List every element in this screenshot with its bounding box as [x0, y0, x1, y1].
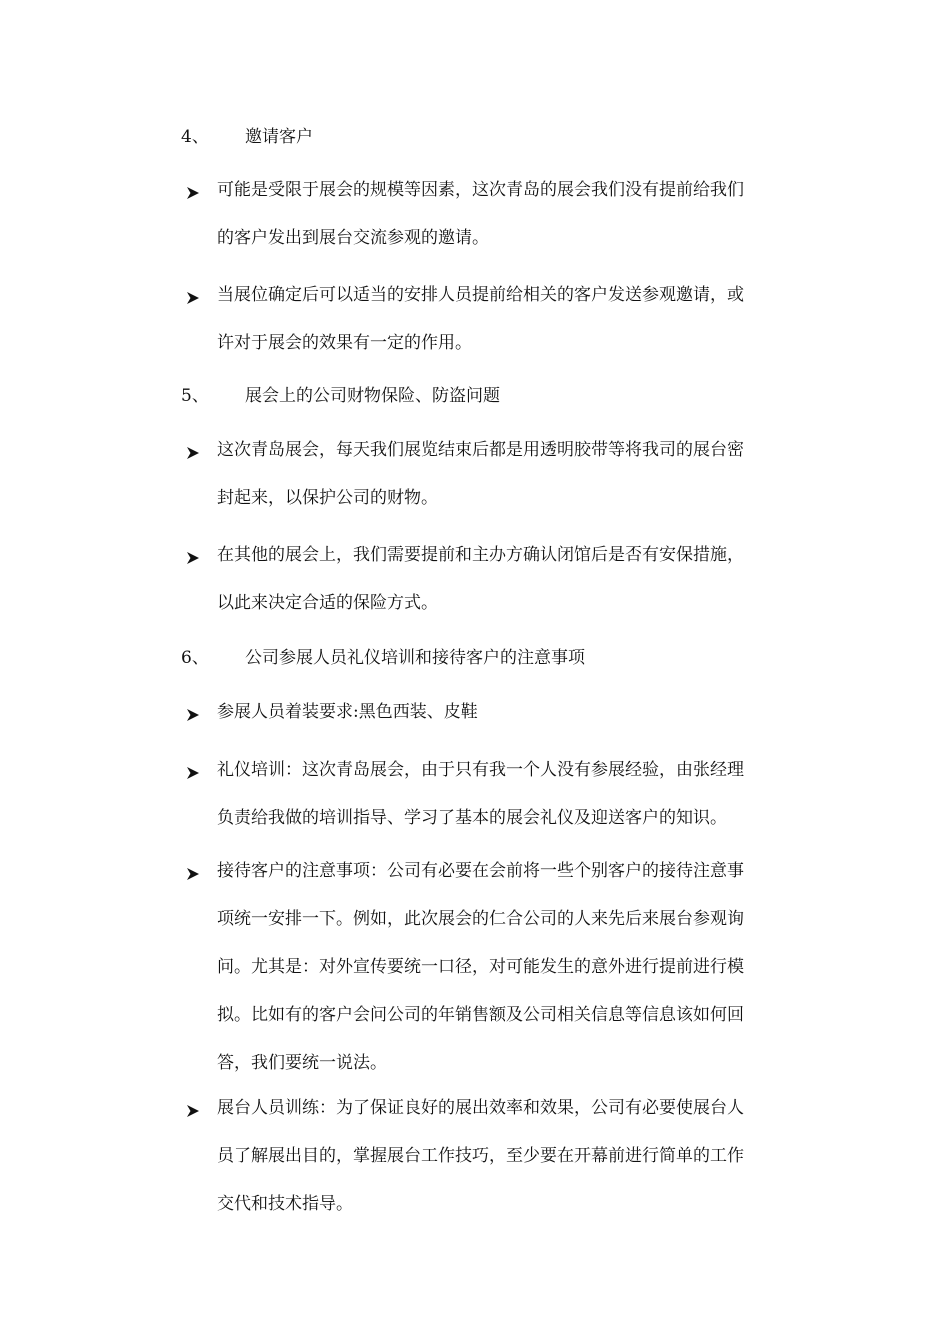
- bullet-line: 当展位确定后可以适当的安排人员提前给相关的客户发送参观邀请，或: [217, 285, 744, 305]
- bullet-line: 的客户发出到展台交流参观的邀请。: [217, 228, 489, 248]
- bullet-line: 封起来，以保护公司的财物。: [217, 488, 438, 508]
- bullet-line: 参展人员着装要求:黑色西装、皮鞋: [217, 702, 478, 722]
- section-number: 4、: [181, 127, 209, 147]
- bullet-line: 答，我们要统一说法。: [217, 1053, 387, 1073]
- section-number: 6、: [181, 648, 209, 668]
- arrow-bullet-icon: [186, 446, 200, 460]
- section-number: 5、: [181, 386, 209, 406]
- bullet-line: 可能是受限于展会的规模等因素，这次青岛的展会我们没有提前给我们: [217, 180, 744, 200]
- bullet-line: 问。尤其是：对外宣传要统一口径，对可能发生的意外进行提前进行模: [217, 957, 744, 977]
- bullet-line: 交代和技术指导。: [217, 1194, 353, 1214]
- section-title: 展会上的公司财物保险、防盗问题: [245, 386, 500, 406]
- bullet-line: 接待客户的注意事项：公司有必要在会前将一些个别客户的接待注意事: [217, 861, 744, 881]
- section-heading: [181, 646, 585, 670]
- bullet-line: 在其他的展会上，我们需要提前和主办方确认闭馆后是否有安保措施，: [217, 545, 744, 565]
- arrow-bullet-icon: [186, 551, 200, 565]
- bullet-line: 礼仪培训：这次青岛展会，由于只有我一个人没有参展经验，由张经理: [217, 760, 744, 780]
- bullet-line: 负责给我做的培训指导、学习了基本的展会礼仪及迎送客户的知识。: [217, 808, 727, 828]
- arrow-bullet-icon: [186, 1104, 200, 1118]
- section-heading: [181, 384, 500, 408]
- arrow-bullet-icon: [186, 291, 200, 305]
- bullet-line: 许对于展会的效果有一定的作用。: [217, 333, 472, 353]
- bullet-line: 这次青岛展会，每天我们展览结束后都是用透明胶带等将我司的展台密: [217, 440, 744, 460]
- arrow-bullet-icon: [186, 867, 200, 881]
- section-title: 邀请客户: [245, 127, 313, 147]
- bullet-line: 以此来决定合适的保险方式。: [217, 593, 438, 613]
- arrow-bullet-icon: [186, 708, 200, 722]
- section-title: 公司参展人员礼仪培训和接待客户的注意事项: [245, 648, 585, 668]
- arrow-bullet-icon: [186, 766, 200, 780]
- section-heading: [181, 125, 313, 149]
- bullet-line: 项统一安排一下。例如，此次展会的仁合公司的人来先后来展台参观询: [217, 909, 744, 929]
- arrow-bullet-icon: [186, 186, 200, 200]
- bullet-line: 员了解展出目的，掌握展台工作技巧，至少要在开幕前进行简单的工作: [217, 1146, 744, 1166]
- bullet-line: 展台人员训练：为了保证良好的展出效率和效果，公司有必要使展台人: [217, 1098, 744, 1118]
- bullet-line: 拟。比如有的客户会问公司的年销售额及公司相关信息等信息该如何回: [217, 1005, 744, 1025]
